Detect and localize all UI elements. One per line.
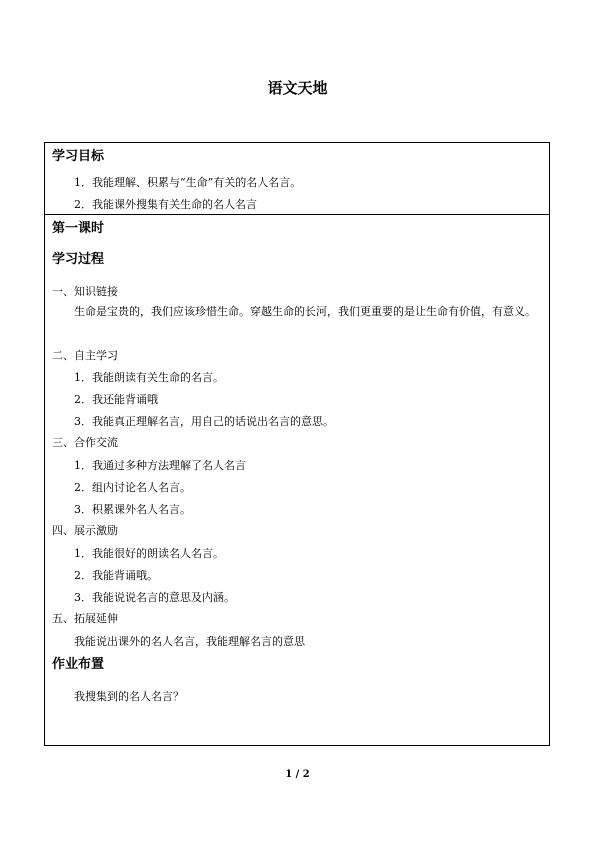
section-title-4: 四、展示激励	[52, 524, 118, 537]
list-item: 2．我能背诵哦。	[74, 569, 158, 582]
section-title-1: 一、知识链接	[52, 285, 118, 298]
goals-heading: 学习目标	[52, 149, 105, 164]
list-item: 3．我能真正理解名言，用自己的话说出名言的意思。	[74, 415, 334, 428]
list-item: 1．我能很好的朗读名人名言。	[74, 547, 224, 560]
homework-item: 我搜集到的名人名言？	[74, 690, 184, 703]
list-item: 3．积累课外名人名言。	[74, 503, 191, 516]
section-title-5: 五、拓展延伸	[52, 612, 118, 625]
knowledge-link-paragraph: 生命是宝贵的，我们应该珍惜生命。穿越生命的长河，我们更重要的是让生命有价值，有意义。	[74, 305, 536, 318]
section-title-2: 二、自主学习	[52, 349, 118, 362]
page-number: 1 / 2	[285, 769, 310, 780]
list-item: 3．我能说说名言的意思及内涵。	[74, 591, 235, 604]
section-title-3: 三、合作交流	[52, 436, 118, 449]
goal-item-1: 1．我能理解、积累与“生命”有关的名人名言。	[74, 176, 302, 189]
process-heading: 学习过程	[52, 252, 105, 267]
lesson-heading: 第一课时	[52, 221, 105, 236]
goal-item-2: 2．我能课外搜集有关生命的名人名言	[74, 198, 257, 211]
list-item: 2．我还能背诵哦	[74, 393, 158, 406]
list-item: 1．我能朗读有关生命的名言。	[74, 371, 224, 384]
homework-heading: 作业布置	[52, 657, 105, 672]
list-item: 2．组内讨论名人名言。	[74, 481, 191, 494]
list-item: 我能说出课外的名人名言，我能理解名言的意思	[74, 635, 305, 648]
table-divider	[45, 214, 549, 215]
lesson-table	[44, 142, 550, 746]
page-title: 语文天地	[267, 79, 328, 97]
list-item: 1．我通过多种方法理解了名人名言	[74, 459, 246, 472]
